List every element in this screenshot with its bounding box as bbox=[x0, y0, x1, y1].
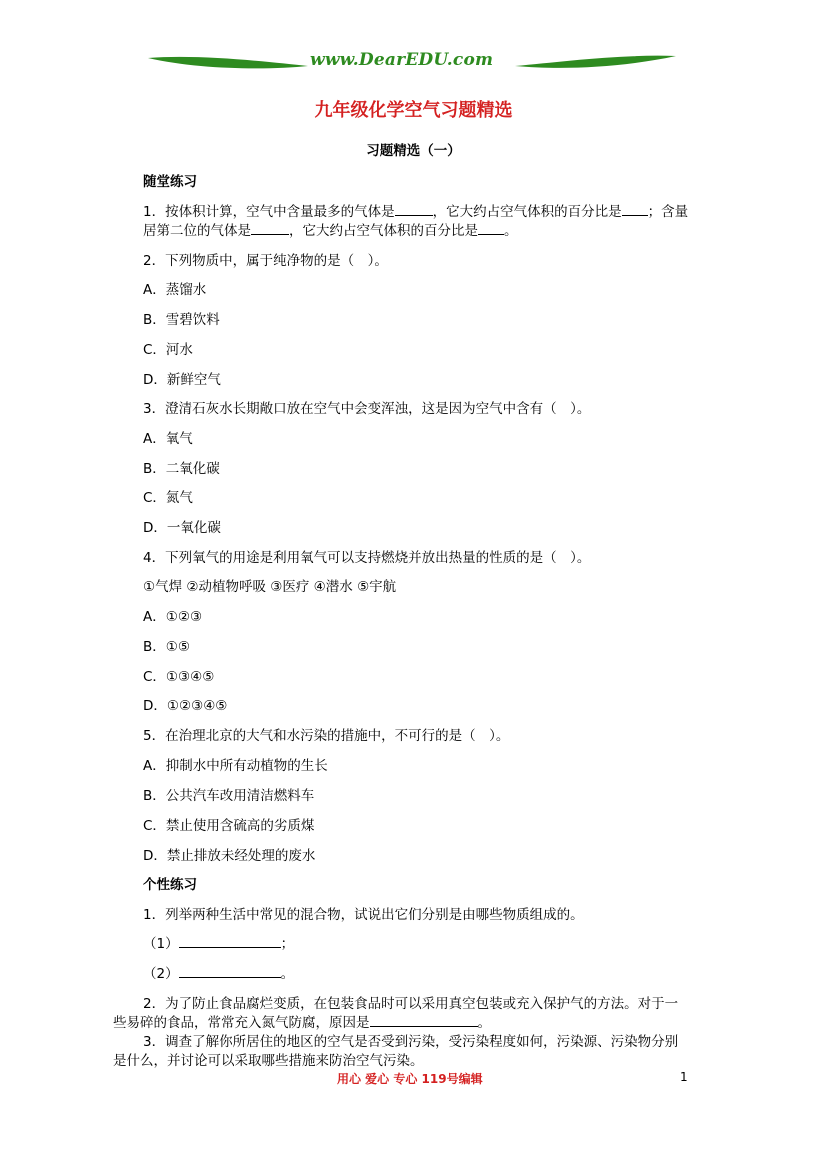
option: C．河水 bbox=[143, 342, 193, 358]
question-2: 2．下列物质中，属于纯净物的是（ ）。 bbox=[143, 253, 388, 269]
option: D．新鲜空气 bbox=[143, 372, 221, 388]
option: B．雪碧饮料 bbox=[143, 312, 220, 328]
question-1-line-1: 1．按体积计算，空气中含量最多的气体是 ，它大约占空气体积的百分比是 ；含量 bbox=[143, 204, 689, 220]
option: D．禁止排放未经处理的废水 bbox=[143, 848, 316, 864]
section-heading: 个性练习 bbox=[143, 877, 197, 893]
practice-1-answer-2: （2） 。 bbox=[143, 966, 295, 982]
option: D．一氧化碳 bbox=[143, 520, 221, 536]
option: A．蒸馏水 bbox=[143, 282, 207, 298]
question-4: 4．下列氧气的用途是利用氧气可以支持燃烧并放出热量的性质的是（ ）。 bbox=[143, 550, 591, 566]
question-4-items: ①气焊 ②动植物呼吸 ③医疗 ④潜水 ⑤宇航 bbox=[143, 579, 397, 595]
option: B．二氧化碳 bbox=[143, 461, 220, 477]
option: C．氮气 bbox=[143, 490, 193, 506]
footer-text: 用心 爱心 专心 119号编辑 bbox=[337, 1072, 483, 1086]
practice-1: 1．列举两种生活中常见的混合物，试说出它们分别是由哪些物质组成的。 bbox=[143, 907, 584, 923]
practice-3-line-1: 3．调查了解你所居住的地区的空气是否受到污染，受污染程度如何，污染源、污染物分别 bbox=[143, 1034, 679, 1050]
page-title: 九年级化学空气习题精选 bbox=[314, 100, 513, 121]
option: A．抑制水中所有动植物的生长 bbox=[143, 758, 328, 774]
practice-2-line-1: 2．为了防止食品腐烂变质，在包装食品时可以采用真空包装或充入保护气的方法。对于一 bbox=[143, 996, 679, 1012]
practice-1-answer-1: （1） ； bbox=[143, 936, 295, 952]
option: A．①②③ bbox=[143, 609, 203, 625]
option: B．①⑤ bbox=[143, 639, 190, 655]
option: B．公共汽车改用清洁燃料车 bbox=[143, 788, 315, 804]
option: D．①②③④⑤ bbox=[143, 698, 228, 714]
option: A．氧气 bbox=[143, 431, 193, 447]
question-3: 3．澄清石灰水长期敞口放在空气中会变浑浊，这是因为空气中含有（ ）。 bbox=[143, 401, 591, 417]
section-heading: 随堂练习 bbox=[143, 174, 197, 190]
page-number: 1 bbox=[680, 1070, 688, 1084]
practice-3-line-2: 是什么，并讨论可以采取哪些措施来防治空气污染。 bbox=[113, 1053, 424, 1069]
option: C．禁止使用含硫高的劣质煤 bbox=[143, 818, 315, 834]
page-subtitle: 习题精选（一） bbox=[366, 143, 461, 159]
option: C．①③④⑤ bbox=[143, 669, 215, 685]
question-1-line-2: 居第二位的气体是 ，它大约占空气体积的百分比是 。 bbox=[143, 223, 518, 239]
question-5: 5．在治理北京的大气和水污染的措施中，不可行的是（ ）。 bbox=[143, 728, 510, 744]
site-url: www.DearEDU.com bbox=[310, 50, 494, 70]
practice-2-line-2: 些易碎的食品，常常充入氮气防腐，原因是 。 bbox=[113, 1015, 491, 1031]
